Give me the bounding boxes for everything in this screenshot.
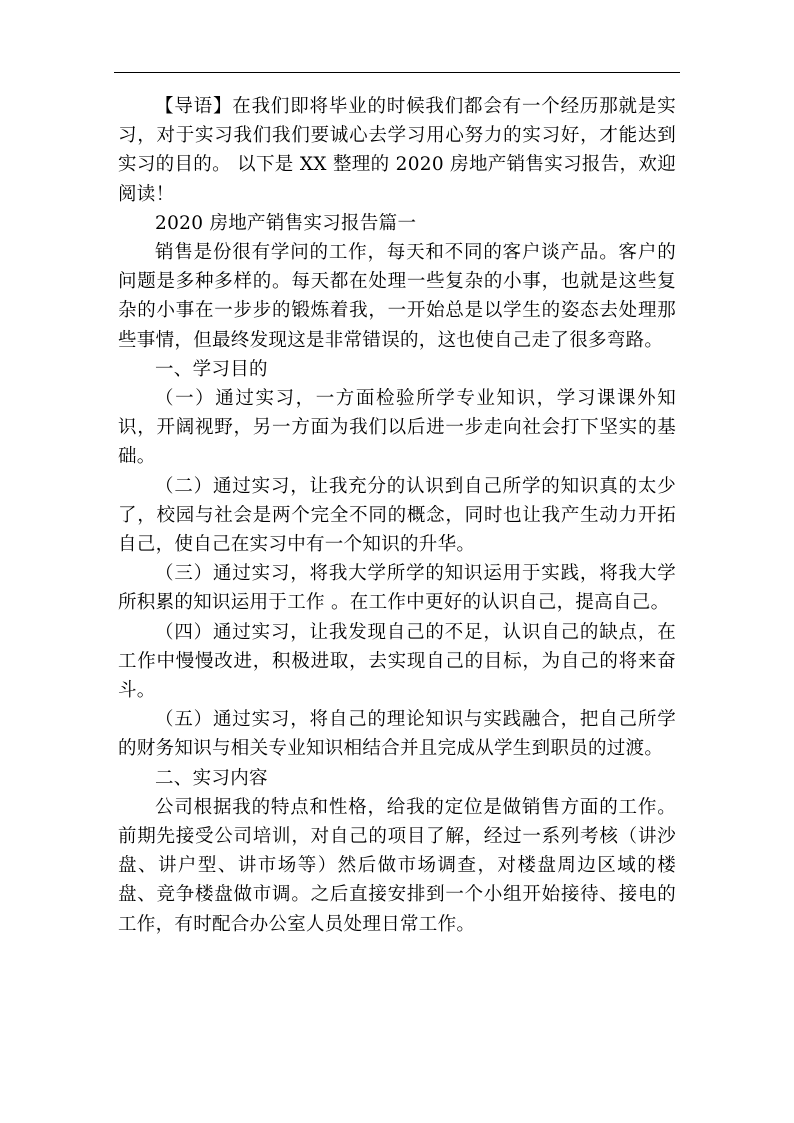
section-heading-learning-goals: 一、学习目的 — [155, 358, 268, 380]
content-paragraph: 公司根据我的特点和性格，给我的定位是做销售方面的工作。前期先接受公司培训，对自己的项目了解，经过一系列考核（讲沙盘、讲户型、讲市场等）然后做市场调查，对楼盘周边区域的楼盘、竞争楼盘做市调。之后直接安排到一个小组开始接待、接电的工作，有时配合办公室人员处理日常工作。 — [118, 796, 676, 935]
report-title: 2020 房地产销售实习报告篇一 — [155, 212, 417, 234]
goal-item-3: （三）通过实习，将我大学所学的知识运用于实践，将我大学所积累的知识运用于工作 。在工作中更好的认识自己，提高自己。 — [118, 563, 676, 614]
goal-item-1: （一）通过实习，一方面检验所学专业知识，学习课课外知识，开阔视野，另一方面为我们以后进一步走向社会打下坚实的基础。 — [118, 388, 676, 468]
goal-item-2: （二）通过实习，让我充分的认识到自己所学的知识真的太少了，校园与社会是两个完全不同的概念，同时也让我产生动力开拓自己，使自己在实习中有一个知识的升华。 — [118, 475, 676, 556]
body-paragraph: 销售是份很有学问的工作，每天和不同的客户谈产品。客户的问题是多种多样的。每天都在处理一些复杂的小事，也就是这些复杂的小事在一步步的锻炼着我，一开始总是以学生的姿态去处理那些事情，但最终发现这是非常错误的，这也使自己走了很多弯路。 — [118, 242, 676, 351]
intro-paragraph: 【导语】在我们即将毕业的时候我们都会有一个经历那就是实习，对于实习我们我们要诚心去学习用心努力的实习好，才能达到实习的目的。 以下是 XX 整理的 2020 房地产销售实习报告，欢迎阅读！ — [118, 96, 676, 205]
goal-item-5: （五）通过实习，将自己的理论知识与实践融合，把自己所学的财务知识与相关专业知识相结合并且完成从学生到职员的过渡。 — [118, 709, 676, 760]
header-rule — [114, 72, 680, 73]
section-heading-internship-content: 二、实习内容 — [155, 767, 268, 789]
goal-item-4: （四）通过实习，让我发现自己的不足，认识自己的缺点，在工作中慢慢改进，积极进取，去实现自己的目标，为自己的将来奋斗。 — [118, 621, 676, 702]
document-body — [118, 92, 676, 939]
